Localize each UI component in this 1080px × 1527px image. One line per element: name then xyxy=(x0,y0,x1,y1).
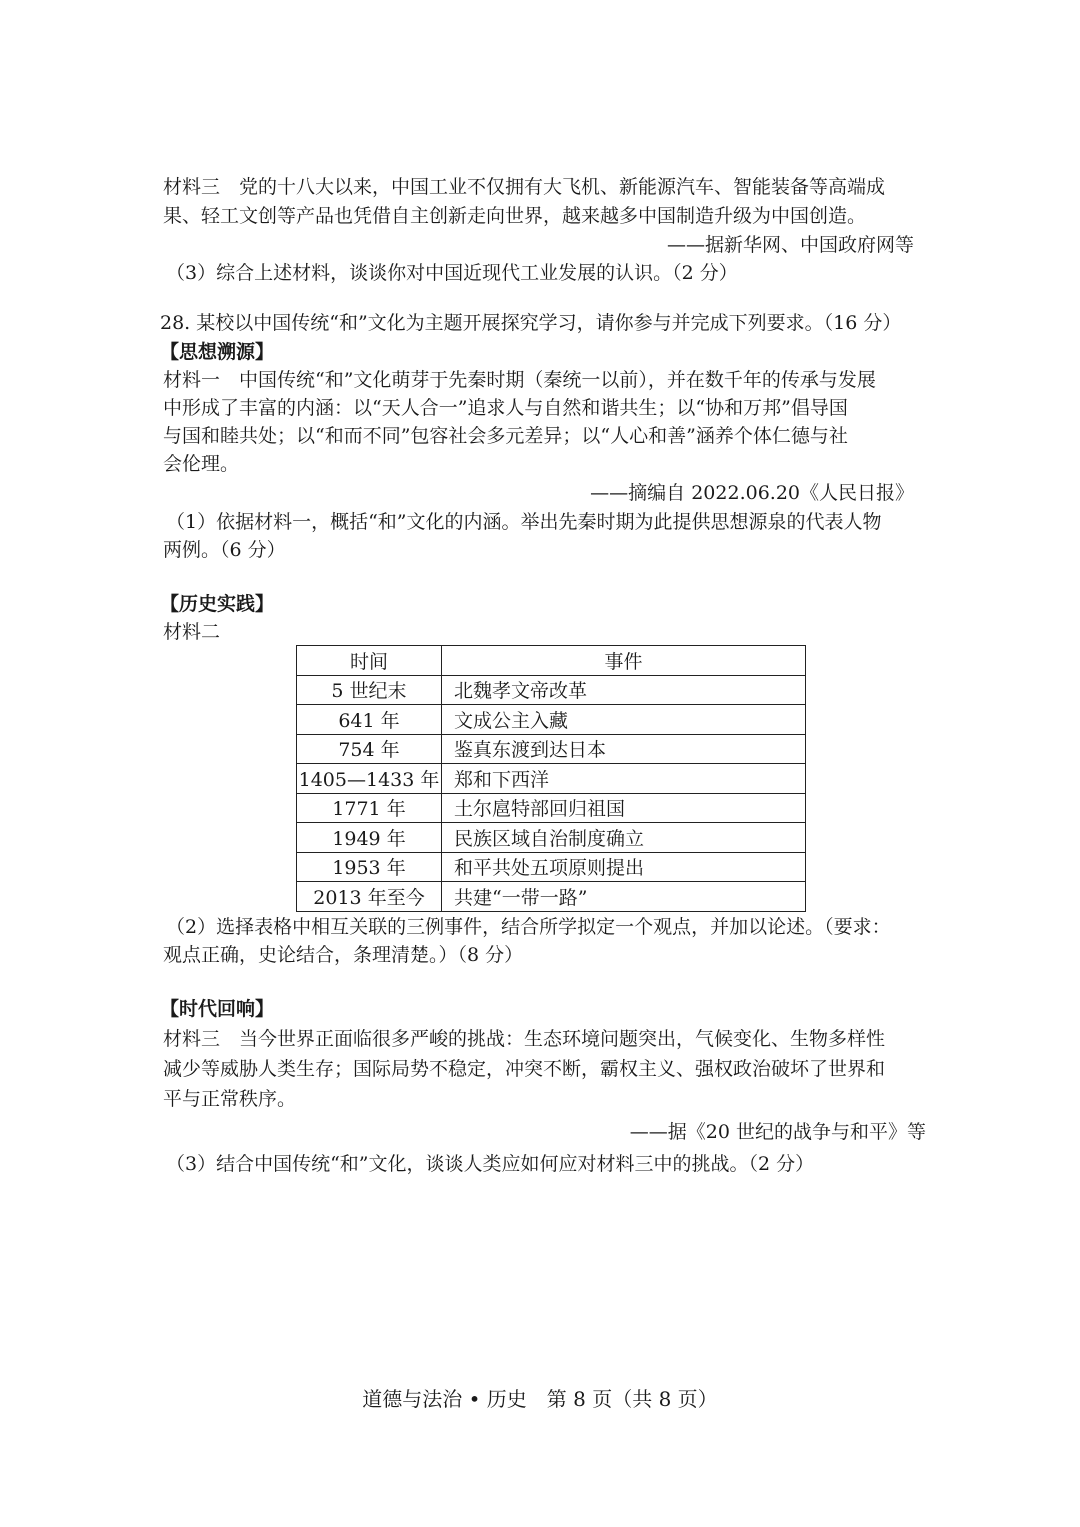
events-table xyxy=(296,645,806,912)
material1-line-1: 材料一 中国传统“和”文化萌芽于先秦时期（秦统一以前），并在数千年的传承与发展 xyxy=(163,369,876,391)
table-cell-time: 1949 年 xyxy=(297,823,442,853)
table-cell-event: 文成公主入藏 xyxy=(442,705,806,735)
question1-line-2: 两例。（6 分） xyxy=(163,539,286,561)
table-cell-event: 民族区域自治制度确立 xyxy=(442,823,806,853)
material3-line-2: 减少等威胁人类生存；国际局势不稳定，冲突不断，霸权主义、强权政治破坏了世界和 xyxy=(163,1058,886,1080)
table-cell-time: 2013 年至今 xyxy=(297,882,442,912)
prev-material3-line-1: 材料三 党的十八大以来，中国工业不仅拥有大飞机、新能源汽车、智能装备等高端成 xyxy=(163,176,886,198)
table-row xyxy=(297,852,806,882)
question1-line-1: （1）依据材料一，概括“和”文化的内涵。举出先秦时期为此提供思想源泉的代表人物 xyxy=(166,511,882,533)
table-row xyxy=(297,734,806,764)
question2-line-1: （2）选择表格中相互关联的三例事件，结合所学拟定一个观点，并加以论述。（要求： xyxy=(166,916,891,938)
table-row xyxy=(297,793,806,823)
section-title-echo: 【时代回响】 xyxy=(160,998,275,1020)
table-cell-time: 754 年 xyxy=(297,734,442,764)
table-cell-time: 1771 年 xyxy=(297,793,442,823)
table-row xyxy=(297,882,806,912)
table-row xyxy=(297,675,806,705)
table-cell-time: 1953 年 xyxy=(297,852,442,882)
table-header-event: 事件 xyxy=(442,646,806,676)
section-title-practice: 【历史实践】 xyxy=(160,593,275,615)
table-cell-event: 鉴真东渡到达日本 xyxy=(442,734,806,764)
table-cell-event: 郑和下西洋 xyxy=(442,764,806,794)
table-cell-time: 1405—1433 年 xyxy=(297,764,442,794)
table-row xyxy=(297,823,806,853)
table-header-row xyxy=(297,646,806,676)
table-row xyxy=(297,705,806,735)
table-cell-time: 5 世纪末 xyxy=(297,675,442,705)
section-title-origin: 【思想溯源】 xyxy=(160,341,275,363)
q28-intro: 28. 某校以中国传统“和”文化为主题开展探究学习，请你参与并完成下列要求。（16 分） xyxy=(160,312,902,334)
prev-material3-source: ——据新华网、中国政府网等 xyxy=(666,234,914,256)
material3-source: ——据《20 世纪的战争与和平》等 xyxy=(629,1121,926,1143)
material1-line-4: 会伦理。 xyxy=(163,453,240,475)
material2-label: 材料二 xyxy=(163,621,221,643)
table-row xyxy=(297,764,806,794)
question3: （3）结合中国传统“和”文化，谈谈人类应如何应对材料三中的挑战。（2 分） xyxy=(166,1153,815,1175)
page-footer: 道德与法治 • 历史 第 8 页（共 8 页） xyxy=(362,1387,718,1411)
table-cell-event: 共建“一带一路” xyxy=(442,882,806,912)
table-cell-event: 土尔扈特部回归祖国 xyxy=(442,793,806,823)
table-cell-event: 和平共处五项原则提出 xyxy=(442,852,806,882)
prev-question-3: （3）综合上述材料，谈谈你对中国近现代工业发展的认识。（2 分） xyxy=(166,262,738,284)
table-cell-time: 641 年 xyxy=(297,705,442,735)
table-cell-event: 北魏孝文帝改革 xyxy=(442,675,806,705)
prev-material3-line-2: 果、轻工文创等产品也凭借自主创新走向世界，越来越多中国制造升级为中国创造。 xyxy=(163,205,867,227)
material3-line-3: 平与正常秩序。 xyxy=(163,1088,297,1110)
table-header-time: 时间 xyxy=(297,646,442,676)
material1-source: ——摘编自 2022.06.20《人民日报》 xyxy=(590,482,914,504)
question2-line-2: 观点正确，史论结合，条理清楚。）（8 分） xyxy=(163,944,524,966)
material1-line-2: 中形成了丰富的内涵：以“天人合一”追求人与自然和谐共生；以“协和万邦”倡导国 xyxy=(163,397,848,419)
material3-line-1: 材料三 当今世界正面临很多严峻的挑战：生态环境问题突出，气候变化、生物多样性 xyxy=(163,1028,886,1050)
material1-line-3: 与国和睦共处；以“和而不同”包容社会多元差异；以“人心和善”涵养个体仁德与社 xyxy=(163,425,848,447)
